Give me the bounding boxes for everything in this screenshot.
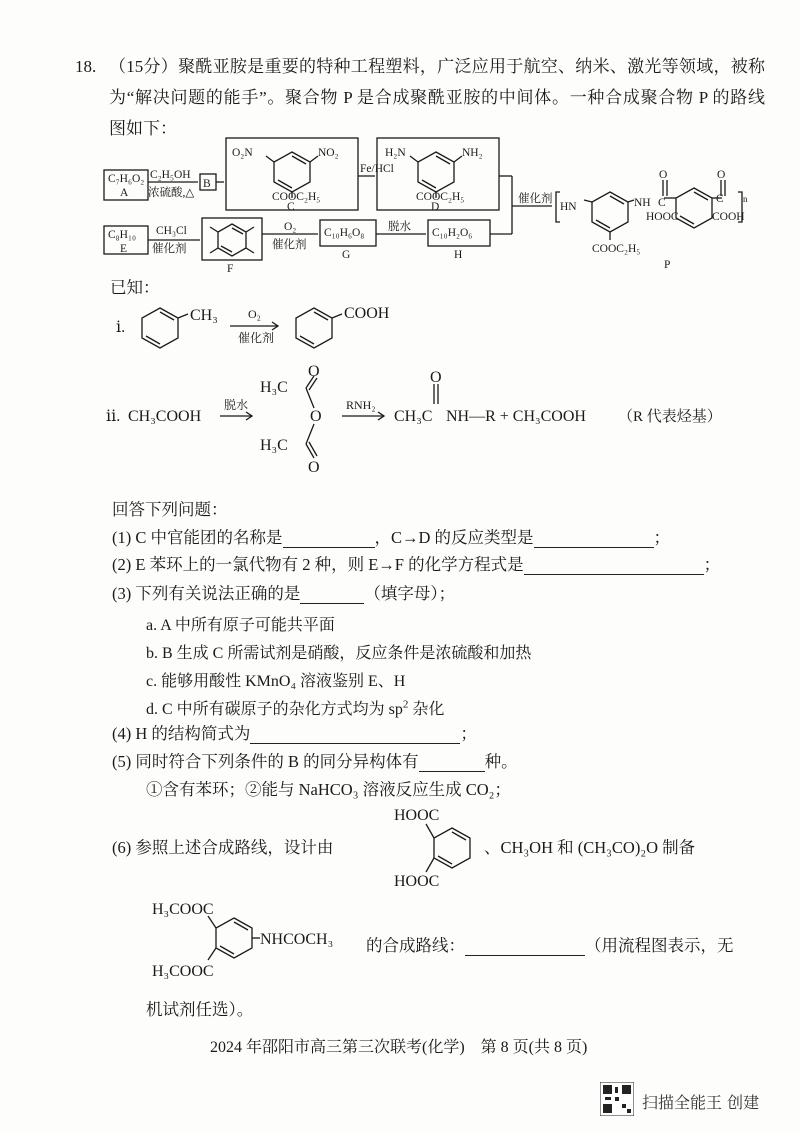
E-label: E <box>120 243 128 255</box>
q5 <box>112 752 518 772</box>
q4-text-b: ； <box>460 724 477 743</box>
intro-line-2: 为“解决问题的能手”。聚合物 P 是合成聚酰亚胺的中间体。一种合成聚合物 P 的路线 <box>109 88 765 107</box>
reagent-GH: 脱水 <box>388 221 411 233</box>
known-i-COOH: COOH <box>344 305 390 322</box>
option-c: c. 能够用酸性 KMnO₄ 溶液鉴别 E、H <box>146 673 406 690</box>
q1-text-b: ，C→D 的反应类型是 <box>374 528 534 547</box>
q3-blank[interactable] <box>300 585 364 604</box>
known-i-reagent-top: O₂ <box>248 307 261 321</box>
watermark-text: 扫描全能王 创建 <box>642 1093 760 1112</box>
question-points: （15分） <box>109 57 179 76</box>
E-formula: C₈H₁₀ <box>108 229 137 241</box>
intro-line-1 <box>109 52 765 82</box>
known-ii-start: CH₃COOH <box>128 408 202 425</box>
q6-target-right: NHCOCH₃ <box>260 931 334 948</box>
q6-text-a: (6) 参照上述合成路线，设计由 <box>112 838 334 857</box>
q2-text-a: (2) E 苯环上的一氯代物有 2 种，则 E→F 的化学方程式是 <box>112 555 524 574</box>
known-ii-anhydride-top: H₃C <box>260 379 288 396</box>
option-b: b. B 生成 C 所需试剂是硝酸，反应条件是浓硫酸和加热 <box>146 645 532 662</box>
P-C: C <box>658 197 666 209</box>
known-ii-O-bottom: O <box>308 459 320 476</box>
q1-blank-1[interactable] <box>283 529 375 548</box>
H-formula: C₁₀H₂O₆ <box>432 227 473 239</box>
reagent-CD: Fe/HCl <box>360 163 394 175</box>
known-reactions <box>100 296 760 496</box>
known-ii-product-mid: NH—R + CH₃COOH <box>446 408 586 425</box>
known-i-CH3: CH₃ <box>190 307 218 324</box>
intro-text-1: 聚酰亚胺是重要的特种工程塑料，广泛应用于航空、纳米、激光等领域，被称 <box>178 57 766 76</box>
C-group-left: O₂N <box>232 147 253 159</box>
q3 <box>112 584 455 604</box>
q6-text-e: 机试剂任选）。 <box>146 1000 254 1019</box>
q6-line2 <box>366 936 734 956</box>
G-label: G <box>342 249 351 261</box>
D-group-right: NH₂ <box>462 147 483 159</box>
known-ii-reagent: 脱水 <box>224 398 249 412</box>
q1-text-c: ； <box>653 528 671 547</box>
q6-structures <box>100 800 760 1000</box>
D-group-left: H₂N <box>385 147 406 159</box>
q6-text-d: （用流程图表示，无 <box>585 936 734 955</box>
known-ii-reagent2: RNH₂ <box>346 398 376 412</box>
known-ii-note: （R 代表烃基） <box>618 409 722 425</box>
C-group-right: NO₂ <box>318 147 339 159</box>
P-n: n <box>743 194 748 204</box>
answer-prompt: 回答下列问题： <box>112 500 228 519</box>
C-label: C <box>287 201 295 213</box>
q4 <box>112 724 477 744</box>
qr-code-icon <box>600 1082 634 1116</box>
B-label: B <box>203 178 211 190</box>
q6-text-c: 的合成路线： <box>366 936 465 955</box>
q6-HOOC-top: HOOC <box>394 807 440 824</box>
D-ester: COOC₂H₅ <box>416 191 465 203</box>
q3-text-b: （填字母）； <box>364 584 456 603</box>
option-a: a. A 中所有原子可能共平面 <box>146 617 335 634</box>
q2 <box>112 555 720 575</box>
q6-blank[interactable] <box>465 937 585 956</box>
known-ii-product-O: O <box>430 369 442 386</box>
P-HN: HN <box>560 201 577 213</box>
P-ester: COOC₂H₅ <box>592 243 641 255</box>
q5-blank[interactable] <box>419 753 485 772</box>
A-formula: C₇H₆O₂ <box>108 173 145 185</box>
known-title: 已知： <box>110 278 160 297</box>
known-ii-O-top: O <box>308 363 320 380</box>
known-i-label: ⅰ. <box>116 319 126 336</box>
q6-text-b: 、CH₃OH 和 (CH₃CO)₂O 制备 <box>484 838 696 857</box>
q1-blank-2[interactable] <box>534 529 654 548</box>
q1-text-a: (1) C 中官能团的名称是 <box>112 528 283 547</box>
known-ii-anhydride-bottom: H₃C <box>260 437 288 454</box>
reagent-FG-top: O₂ <box>284 221 297 233</box>
option-d-main: d. C 中所有碳原子的杂化方式均为 sp <box>146 701 403 718</box>
option-d-tail: 杂化 <box>408 701 445 718</box>
P-C2: C <box>716 193 724 205</box>
q5-text-b: 种。 <box>484 752 518 771</box>
option-d <box>146 696 444 719</box>
reagent-to-P: 催化剂 <box>518 193 553 205</box>
reagent-AB-top: C₂H₅OH <box>150 169 191 181</box>
known-ii-label: ⅱ. <box>106 408 121 425</box>
G-formula: C₁₀H₆O₈ <box>324 227 365 239</box>
F-label: F <box>227 263 234 275</box>
D-label: D <box>431 201 440 213</box>
q4-text-a: (4) H 的结构简式为 <box>112 724 251 743</box>
q2-blank[interactable] <box>524 556 704 575</box>
reagent-EF-bottom: 催化剂 <box>152 243 187 255</box>
reagent-EF-top: CH₃Cl <box>156 225 187 237</box>
q6-target-top: H₃COOC <box>152 901 214 918</box>
q1 <box>112 528 670 548</box>
q6-HOOC-bottom: HOOC <box>394 873 440 890</box>
A-label: A <box>120 187 129 199</box>
known-i-reagent-bottom: 催化剂 <box>238 331 275 345</box>
P-NH: NH <box>634 197 651 209</box>
P-O: O <box>659 169 668 181</box>
option-d-sup: 2 <box>402 698 409 711</box>
H-label: H <box>454 249 463 261</box>
P-HOOC: HOOC <box>646 211 679 223</box>
reagent-FG-bottom: 催化剂 <box>272 239 307 251</box>
reagent-AB-bottom: 浓硫酸,△ <box>148 187 195 199</box>
q6-target-bottom: H₃COOC <box>152 963 214 980</box>
P-label: P <box>664 259 671 271</box>
page-footer: 2024 年邵阳市高三第三次联考(化学) 第 8 页(共 8 页) <box>210 1039 588 1056</box>
q5-conditions: ①含有苯环；②能与 NaHCO₃ 溶液反应生成 CO₂； <box>146 780 511 799</box>
q2-text-b: ； <box>703 555 721 574</box>
known-ii-O-mid: O <box>310 408 322 425</box>
C-ester: COOC₂H₅ <box>272 191 321 203</box>
P-COOH: COOH <box>712 211 745 223</box>
intro-line-3: 图如下： <box>109 119 177 138</box>
known-ii-product-left: CH₃C <box>394 408 433 425</box>
q3-text-a: (3) 下列有关说法正确的是 <box>112 584 301 603</box>
q5-text-a: (5) 同时符合下列条件的 B 的同分异构体有 <box>112 752 419 771</box>
synthesis-scheme <box>0 130 800 280</box>
question-number: 18. <box>75 57 97 76</box>
q4-blank[interactable] <box>250 725 460 744</box>
P-O2: O <box>717 169 726 181</box>
